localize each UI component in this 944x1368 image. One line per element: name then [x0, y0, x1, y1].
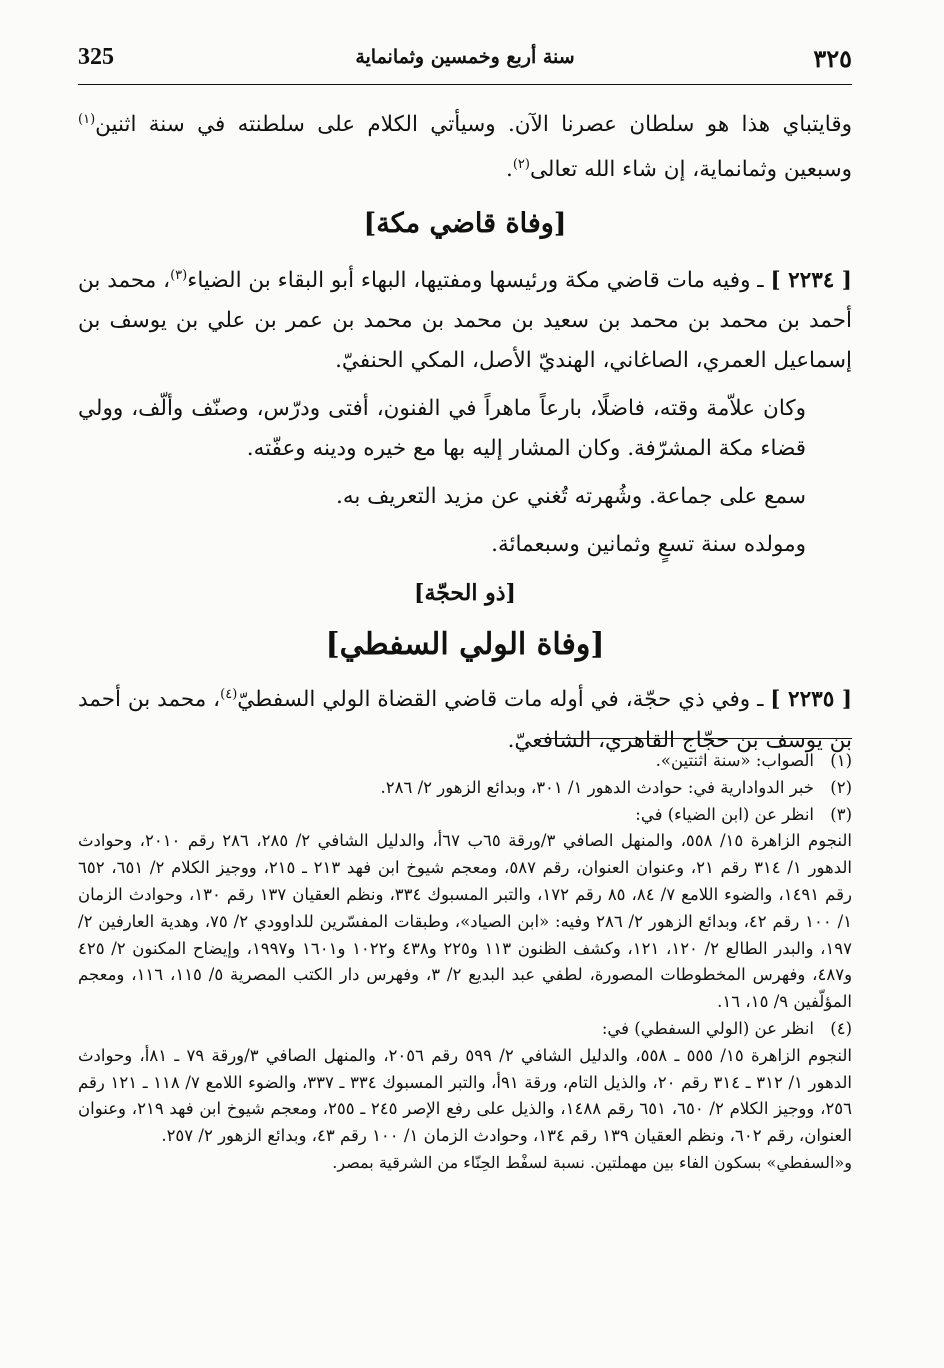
footnote-label: (٤)	[830, 1018, 852, 1038]
entry-number: [ ٢٢٣٤ ]	[770, 268, 852, 294]
footnote-ref-1[interactable]: (١)	[78, 112, 96, 127]
footnote-separator	[540, 738, 852, 739]
footnote-ref-2[interactable]: (٢)	[512, 157, 530, 173]
month-heading: [ذو الحجّة]	[414, 580, 516, 607]
intro-paragraph: وقايتباي هذا هو سلطان عصرنا الآن. وسيأتي الكلام على سلطنته في سنة اثنين$^{(١)}$ وسبعين وثمانماية، إن شاء الله تعالى$^{(٢)}$.	[78, 112, 852, 183]
entry-2234: [ ٢٢٣٤ ] ـ وفيه مات قاضي مكة ورئيسها ومفتيها، البهاء أبو البقاء بن الضياء$^{(٣)}$، محمد بن أحمد بن محمد بن محمد بن سعيد بن محمد بن محمد بن عمر بن علي بن يوسف بن إسماعيل العمري، الصاغاني، الهنديّ الأصل، المكي الحنفيّ.	[78, 268, 852, 374]
entry-2234-paragraph-3: سمع على جماعة. وشُهرته تُغني عن مزيد التعريف به.	[335, 484, 806, 510]
main-text	[78, 100, 852, 761]
footnote-label: (١)	[830, 751, 852, 770]
footnotes	[78, 748, 852, 1177]
running-title: سنة أربع وخمسين وثمانماية	[355, 46, 575, 68]
footnote-label: (٢)	[830, 777, 852, 797]
page-number-arabic: ٣٢٥	[813, 44, 852, 73]
page-number-latin: 325	[78, 44, 114, 70]
entry-2235: [ ٢٢٣٥ ] ـ وفي ذي حجّة، في أوله مات قاضي القضاة الولي السفطيّ$^{(٤)}$، محمد بن أحمد بن يوسف بن حجّاج القاهري، الشافعيّ.	[78, 687, 852, 753]
footnote-label: (٣)	[830, 804, 852, 824]
footnote-ref-4[interactable]: (٤)	[220, 687, 238, 703]
footnote-1: (١)الصواب: «سنة اثنتين».	[78, 748, 852, 775]
entry-2234-paragraph-4: ومولده سنة تسعٍ وثمانين وسبعمائة.	[491, 532, 806, 558]
entry-2234-paragraph-2: وكان علاّمة وقته، فاضلًا، بارعاً ماهراً في الفنون، أفتى ودرّس، وصنّف وألّف، وولي قضاء مكة المشرّفة. وكان المشار إليه بها مع خيره ودينه وعفّته.	[78, 396, 806, 462]
page-header	[78, 44, 852, 85]
footnote-3-title: (٣)انظر عن (ابن الضياء) في:	[78, 802, 852, 829]
section-heading-mecca-judge: [وفاة قاضي مكة]	[363, 208, 567, 240]
entry-number: [ ٢٢٣٥ ]	[770, 687, 852, 713]
footnote-4-body: النجوم الزاهرة ١٥/ ٥٥٥ ـ ٥٥٨، والدليل الشافي ٢/ ٥٩٩ رقم ٢٠٥٦، والمنهل الصافي ٣/ورقة ٧٩ ـ ٨١أ، وحوادث الدهور ١/ ٣١٢ ـ ٣١٤ رقم ٢٠، والذيل التام، ورقة ٩١أ، والتبر المسبوك ٣٣٤ ـ ٣٣٧، والضوء اللامع ٧/ ١١٨ ـ ١٢١ رقم ٢٥٦، ووجيز الكلام ٢/ ٦٥٠، ٦٥١ رقم ١٤٨٨، والذيل على رفع الإصر ٢٤٥ ـ ٢٥٥، ومعجم شيوخ ابن فهد ٢١٩، وعنوان العنوان، رقم ٦٠٢، ونظم العقيان ١٣٩ رقم ١٣٤، وحوادث الزمان ١/ ١٠٠ رقم ٤٣، وبدائع الزهور ٢/ ٢٥٧.	[78, 1045, 853, 1146]
footnote-4-note: و«السفطي» بسكون الفاء بين مهملتين. نسبة لسفْط الحِنّاء من الشرقية بمصر.	[332, 1152, 852, 1172]
footnote-4-title: (٤)انظر عن (الولي السفطي) في:	[78, 1016, 852, 1043]
footnote-2: (٢)خبر الدوادارية في: حوادث الدهور ١/ ٣٠١، وبدائع الزهور ٢/ ٢٨٦.	[78, 775, 852, 802]
footnote-ref-3[interactable]: (٣)	[170, 268, 188, 284]
footnote-3-body: النجوم الزاهرة ١٥/ ٥٥٨، والمنهل الصافي ٣/ورقة ٦٥ب ٦٧أ، والدليل الشافي ٢/ ٢٨٥، ٢٨٦ رقم ٢٠١٠، وحوادث الدهور ١/ ٣١٤ رقم ٢١، وعنوان العنوان، رقم ٥٨٧، ومعجم شيوخ ابن فهد ٢١٣ ـ ٢١٥، ووجيز الكلام ٢/ ٦٥١، ٦٥٢ رقم ١٤٩١، والضوء اللامع ٧/ ٨٤، ٨٥ رقم ١٧٢، والتبر المسبوك ٣٣٤، ونظم العقيان ١٣٧ رقم ١٣٠، وحوادث الزمان ١/ ١٠٠ رقم ٤٢، وبدائع الزهور ٢/ ٢٨٦ وفيه: «ابن الصياد»، وطبقات المفسّرين للداوودي ٢/ ٧٥، وهدية العارفين ٢/ ١٩٧، والبدر الطالع ٢/ ١٢٠، ١٢١، وكشف الظنون ١١٣ و٢٢٥ و٤٣٨ و١٠٢٢ و١٦٠١ و١٩٩٧، وإيضاح المكنون ٢/ ٤٢٥ و٤٨٧، وفهرس المخطوطات المصورة، لطفي عبد البديع ٢/ ٣، وفهرس دار الكتب المصرية ٥/ ١١٥، ١١٦، ومعجم المؤلّفين ٩/ ١٥، ١٦.	[78, 831, 853, 1012]
section-heading-safti: [وفاة الولي السفطي]	[325, 627, 605, 663]
